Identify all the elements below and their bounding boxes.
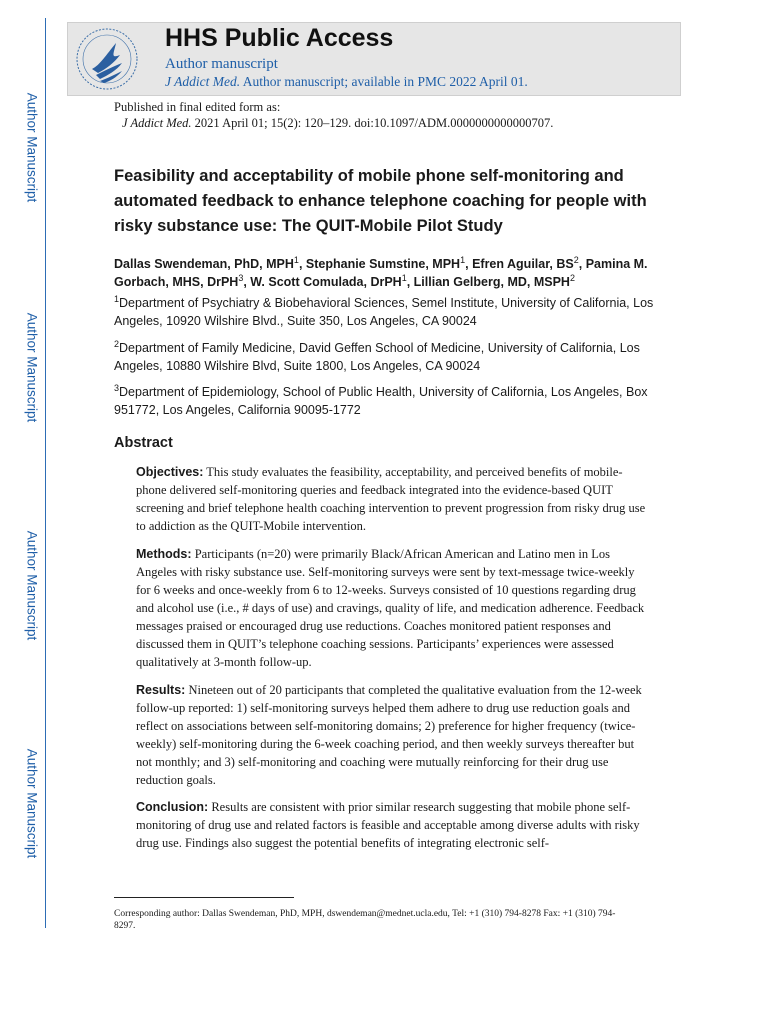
abstract-heading: Abstract [114, 435, 173, 451]
affiliation: $^1$Department of Psychiatry & Biobehavioral Sciences, Semel Institute, University of California, Los Angeles, 10920 Wilshire Blvd., Suite 350, Los Angeles, CA 90024 [114, 293, 654, 328]
abstract-conclusion: Conclusion: Results are consistent with prior similar research suggesting that mobile phone self-monitoring of drug use and related factors is feasible and acceptable among diverse adults with risky drug use. Findings also suggest the potential benefits of integrating electronic self- [136, 800, 640, 850]
author-affiliation-mark: 1 [401, 272, 407, 283]
author-list: Dallas Swendeman, PhD, MPH$^1$, Stephanie Sumstine, MPH$^1$, Efren Aguilar, $BS^2$, Pamina M. Gorbach, MHS, DrPH$^3$, W. Scott Comulada, DrPH$^1$, Lillian Gelberg, MD, MSPH$^2$ [114, 254, 648, 289]
corresponding-author-footnote: Corresponding author: Dallas Swendeman, PhD, MPH, dswendeman@mednet.ucla.edu, Tel: +1 (310) 794-8278 Fax: +1 (310) 794-8297. [114, 909, 616, 931]
affiliation: $^2$Department of Family Medicine, David Geffen School of Medicine, University of California, Los Angeles, 10880 Wilshire Blvd, Suite 1800, Los Angeles, CA 90024 [114, 338, 640, 373]
journal-name: J Addict Med. [165, 74, 241, 89]
side-label-author-manuscript: Author Manuscript [24, 748, 40, 858]
hhs-eagle-logo-icon [72, 25, 142, 93]
section-label: Conclusion: [136, 800, 209, 814]
hhs-title: HHS Public Access [165, 24, 394, 52]
affiliation: $^3$Department of Epidemiology, School of Public Health, University of California, Los Angeles, Box 951772, Los Angeles, California 90095-1772 [114, 382, 648, 417]
author-name: Efren Aguilar, BS [472, 257, 574, 271]
publication-citation [122, 116, 553, 131]
author-name: Stephanie Sumstine, MPH [305, 257, 461, 271]
side-label-author-manuscript: Author Manuscript [24, 92, 40, 202]
author-name: Lillian Gelberg, MD, MSPH [413, 275, 570, 289]
abstract-methods: Methods: Participants (n=20) were primarily Black/African American and Latino men in Los Angeles with risky substance use. Self-monitoring surveys were sent by text-message twice-weekly for 6 weeks and once-weekly from 6 to 12-weeks. Surveys consisted of 10 questions regarding drug and alcohol use (i.e., # days of use) and cravings, quality of life, and medication adherence. Feedback messages praised or encouraged drug use reductions. Coaches monitored patient responses and discussed them in QUIT’s telephone coaching sessions. Participants’ experiences were assessed qualitatively at 3-month follow-up. [136, 547, 645, 669]
author-affiliation-mark: 1 [293, 254, 299, 265]
author-affiliation-mark: 2 [569, 272, 575, 283]
abstract-results: Results: Nineteen out of 20 participants that completed the qualitative evaluation from the 12-week follow-up reported: 1) self-monitoring surveys helped them adhere to drug use reduction goals and reflect on associations between self-monitoring domains; 2) preference for higher frequency (twice-weekly) self-monitoring during the 6-week coaching period, and then weekly surveys thereafter but not monthly; and 3) self-monitoring and coaching were mutually reinforcing for their drug use reduction goals. [136, 683, 642, 787]
citation-journal: J Addict Med. [122, 116, 192, 130]
section-label: Objectives: [136, 465, 204, 479]
author-affiliation-mark: 3 [238, 272, 244, 283]
author-affiliation-mark: 2 [573, 254, 579, 265]
author-name: Pamina M. Gorbach, MHS, DrPH [114, 257, 648, 289]
side-rule [45, 18, 46, 928]
availability-text: Author manuscript; available in PMC 2022 April 01. [242, 74, 528, 89]
author-name: Dallas Swendeman, PhD, MPH [114, 257, 294, 271]
published-label: Published in final edited form as: [114, 100, 281, 114]
citation-details: 2021 April 01; 15(2): 120–129. doi:10.1097/ADM.0000000000000707. [194, 116, 554, 130]
footnote-rule [114, 897, 294, 898]
author-name: W. Scott Comulada, DrPH [250, 275, 402, 289]
abstract-objectives: Objectives: This study evaluates the feasibility, acceptability, and perceived benefits of mobile-phone delivered self-monitoring queries and feedback integrated into the evidence-based QUIT screening and brief telephone health coaching intervention to prevent progression from risky drug use to addiction as the QUIT-Mobile intervention. [136, 465, 646, 533]
author-manuscript-label: Author manuscript [165, 56, 278, 72]
section-label: Methods: [136, 547, 192, 561]
side-label-author-manuscript: Author Manuscript [24, 530, 40, 640]
author-affiliation-mark: 1 [460, 254, 466, 265]
journal-availability [165, 74, 528, 90]
section-label: Results: [136, 683, 186, 697]
article-title: Feasibility and acceptability of mobile phone self-monitoring and automated feedback to enhance telephone coaching for people with risky substance use: The QUIT-Mobile Pilot Study [114, 167, 647, 235]
side-label-author-manuscript: Author Manuscript [24, 312, 40, 422]
